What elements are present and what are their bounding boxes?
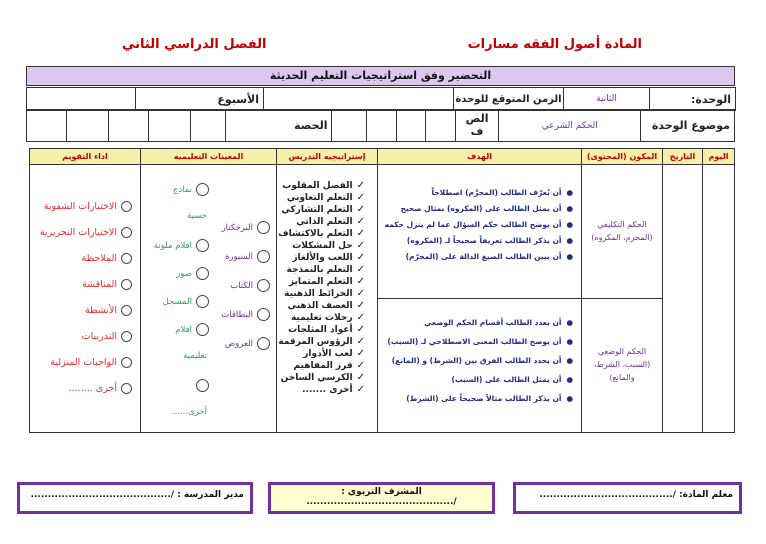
objectives-2-cell <box>378 299 582 433</box>
check-icon: ✓ <box>356 288 365 299</box>
day-cell[interactable] <box>703 165 735 433</box>
topic-info-table <box>26 109 735 142</box>
period-cell-1[interactable] <box>190 110 225 142</box>
class-cell-3[interactable] <box>367 110 396 142</box>
check-icon: ✓ <box>356 384 365 395</box>
check-icon: ✓ <box>356 300 365 311</box>
check-icon: ✓ <box>356 204 365 215</box>
check-icon: ✓ <box>356 360 365 371</box>
radio-circle-icon[interactable] <box>121 227 132 238</box>
topic-label: موضوع الوحدة <box>641 110 735 142</box>
check-icon: ✓ <box>356 252 365 263</box>
check-icon: ✓ <box>356 348 365 359</box>
unit-label: الوحدة: <box>650 88 736 111</box>
strategies-list <box>277 181 365 397</box>
strategy-item[interactable]: ✓لعب الأدوار <box>303 348 365 359</box>
assessment-option[interactable]: أخرى ........ <box>30 383 132 409</box>
assessment-option[interactable]: الاختبارات التحريرية <box>30 227 132 253</box>
header-date: التاريخ <box>663 149 703 165</box>
header-aids: المعينات التعليميه <box>141 149 277 165</box>
assessment-option[interactable]: الواجبات المنزلية <box>30 357 132 383</box>
topic-value: الحكم الشرعي <box>499 110 641 142</box>
strategy-item[interactable]: ✓الكرسي الساخن <box>280 372 365 383</box>
period-cell-4[interactable] <box>67 110 108 142</box>
assessment-option[interactable]: التدريبات <box>30 331 132 357</box>
objectives-1-cell <box>378 165 582 299</box>
week-value[interactable] <box>27 88 136 111</box>
principal-signature-label: مدير المدرسة : /......................................... <box>30 490 244 500</box>
objective-item: ●أن يبين الطالب الصيغ الدالة على (المحرّم) <box>405 252 573 261</box>
radio-circle-icon[interactable] <box>196 183 209 196</box>
radio-circle-icon[interactable] <box>196 267 209 280</box>
objectives-1-list <box>378 189 573 269</box>
aid-label: تعليمية <box>183 351 207 361</box>
check-icon: ✓ <box>356 372 365 383</box>
header-objective: الهدف <box>378 149 582 165</box>
component-1: الحكم التكليفي (المحرم، المكروه) <box>582 165 663 299</box>
objectives-2-list <box>378 319 573 414</box>
assessment-option[interactable]: الاختبارات الشفوية <box>30 201 132 227</box>
semester-title: الفصل الدراسي الثاني <box>122 37 267 52</box>
week-label: الأسبوع <box>136 88 264 111</box>
radio-circle-icon[interactable] <box>257 279 270 292</box>
principal-signature-box[interactable] <box>17 482 253 514</box>
radio-circle-icon[interactable] <box>196 323 209 336</box>
header-day: اليوم <box>703 149 735 165</box>
aid-option[interactable] <box>149 379 209 407</box>
header-assessment: اداء التقويم <box>30 149 141 165</box>
teacher-signature-label: معلم المادة: /....................................... <box>539 490 733 500</box>
component-2: الحكم الوضعي (السبب، الشرط، والمانع) <box>582 299 663 433</box>
objective-item: ●أن يذكر الطالب تعريفاً صحيحاً لـ (المكروه) <box>406 236 573 245</box>
class-cell-4[interactable] <box>332 110 367 142</box>
aid-option[interactable]: اقلام ملونة <box>149 239 209 267</box>
radio-circle-icon[interactable] <box>257 221 270 234</box>
strategy-item[interactable]: ✓أخرى ....... <box>302 384 365 395</box>
aid-option[interactable]: نماذج <box>149 183 209 211</box>
aid-label: حسية <box>187 211 207 221</box>
subject-title: المادة أصول الفقه مسارات <box>467 37 642 52</box>
check-icon: ✓ <box>356 216 365 227</box>
teacher-signature-box[interactable] <box>513 482 742 514</box>
assessment-option[interactable]: المناقشة <box>30 279 132 305</box>
period-label: الحصة <box>225 110 332 142</box>
period-cell-2[interactable] <box>149 110 190 142</box>
period-cell-5[interactable] <box>27 110 67 142</box>
date-cell[interactable] <box>663 165 703 433</box>
objective-item: ●أن يذكر الطالب مثالاً صحيحاً على (الشرط) <box>406 394 573 403</box>
radio-circle-icon[interactable] <box>121 357 132 368</box>
aid-option[interactable]: افلام <box>149 323 209 351</box>
period-cell-3[interactable] <box>108 110 148 142</box>
header-component: المكون (المحتوى) <box>582 149 663 165</box>
strategy-item[interactable]: ✓اللعب والألغاز <box>292 252 365 263</box>
supervisor-signature-label: المشرف التربوي : <box>341 487 422 497</box>
assessment-list <box>30 201 132 409</box>
strategy-item[interactable]: ✓التعلم التشاركي <box>281 204 365 215</box>
strategy-item[interactable]: ✓أعواد المثلجات <box>288 324 365 335</box>
radio-circle-icon[interactable] <box>257 337 270 350</box>
assessment-option[interactable]: الأنشطة <box>30 305 132 331</box>
radio-circle-icon[interactable] <box>121 383 132 394</box>
lesson-plan-table <box>29 148 735 433</box>
assessment-cell <box>30 165 141 433</box>
objective-item: ●أن يوضح الطالب المعنى الاصطلاحي لـ (السبب) <box>387 337 573 346</box>
radio-circle-icon[interactable] <box>196 295 209 308</box>
class-label: الص ف <box>455 110 499 142</box>
aid-option[interactable]: صور <box>149 267 209 295</box>
strategies-cell <box>277 165 378 433</box>
aid-option[interactable]: السبورة <box>221 250 270 279</box>
objective-item: ●أن يمثل الطالب على (السبب) <box>451 375 573 384</box>
radio-circle-icon[interactable] <box>196 379 209 392</box>
class-cell-1[interactable] <box>426 110 455 142</box>
radio-circle-icon[interactable] <box>121 305 132 316</box>
check-icon: ✓ <box>356 240 365 251</box>
check-icon: ✓ <box>356 264 365 275</box>
header-strategy: إستراتيجيه التدريس <box>277 149 378 165</box>
aid-option[interactable]: البرجكتار <box>221 221 270 250</box>
check-icon: ✓ <box>356 228 365 239</box>
aids-left-list <box>149 183 209 423</box>
aid-other: أخرى...... <box>171 407 207 417</box>
strategy-item[interactable]: ✓التعلم التعاوني <box>286 192 365 203</box>
aid-option[interactable]: المسجل <box>149 295 209 323</box>
radio-circle-icon[interactable] <box>196 239 209 252</box>
radio-circle-icon[interactable] <box>257 308 270 321</box>
strategy-item[interactable]: ✓فرز المفاهيم <box>293 360 365 371</box>
unit-value: الثانية <box>564 88 650 111</box>
objective-item: ●أن يوضح الطالب حكم السؤال عما لم ينزل حكمه <box>384 220 573 229</box>
supervisor-signature-box[interactable] <box>268 482 495 514</box>
radio-circle-icon[interactable] <box>121 201 132 212</box>
strategy-item[interactable]: ✓العصف الذهني <box>287 300 365 311</box>
aids-right-list <box>221 221 270 366</box>
aid-option[interactable]: العروض <box>221 337 270 366</box>
strategy-item[interactable]: ✓التعلم بالاكتشاف <box>278 228 365 239</box>
radio-circle-icon[interactable] <box>121 279 132 290</box>
objective-item: ●أن يُعرّف الطالب (المحرَّم) اصطلاحاً <box>431 188 573 197</box>
objective-item: ●أن يعدد الطالب أقسام الحكم الوضعي <box>424 318 573 327</box>
aid-option[interactable]: الكتاب <box>221 279 270 308</box>
expected-time-value[interactable] <box>264 88 454 111</box>
strategy-item[interactable]: ✓الخرائط الذهنية <box>284 288 365 299</box>
class-cell-2[interactable] <box>396 110 425 142</box>
check-icon: ✓ <box>356 324 365 335</box>
objective-item: ●أن يحدد الطالب الفرق بين (الشرط) و (المانع) <box>391 356 573 365</box>
strategy-item[interactable]: ✓التعلم بالنمذجة <box>286 264 365 275</box>
strategy-item[interactable]: ✓التعلم الذاتي <box>296 216 365 227</box>
check-icon: ✓ <box>356 276 365 287</box>
check-icon: ✓ <box>356 192 365 203</box>
radio-circle-icon[interactable] <box>257 250 270 263</box>
strategy-item[interactable]: ✓حل المشكلات <box>292 240 365 251</box>
objective-item: ●أن يمثل الطالب على (المكروه) بمثال صحيح <box>400 204 573 213</box>
radio-circle-icon[interactable] <box>121 253 132 264</box>
unit-info-table <box>26 87 736 111</box>
strategy-item[interactable]: ✓رحلات تعليمية <box>290 312 365 323</box>
strategy-item[interactable]: ✓التعلم المتمايز <box>288 276 365 287</box>
expected-time-label: الزمن المتوقع للوحدة <box>454 88 564 111</box>
check-icon: ✓ <box>356 180 365 191</box>
strategy-item[interactable]: ✓الرؤوس المرقمة <box>278 336 365 347</box>
assessment-option[interactable]: الملاحظة <box>30 253 132 279</box>
aid-option[interactable]: البطاقات <box>221 308 270 337</box>
check-icon: ✓ <box>356 336 365 347</box>
preparation-band: التحضير وفق استراتيجيات التعليم الحديثة <box>26 66 735 86</box>
radio-circle-icon[interactable] <box>121 331 132 342</box>
strategy-item[interactable]: ✓الفصل المقلوب <box>282 180 365 191</box>
supervisor-signature-line: /........................................... <box>306 497 457 507</box>
check-icon: ✓ <box>356 312 365 323</box>
aids-cell <box>141 165 277 433</box>
